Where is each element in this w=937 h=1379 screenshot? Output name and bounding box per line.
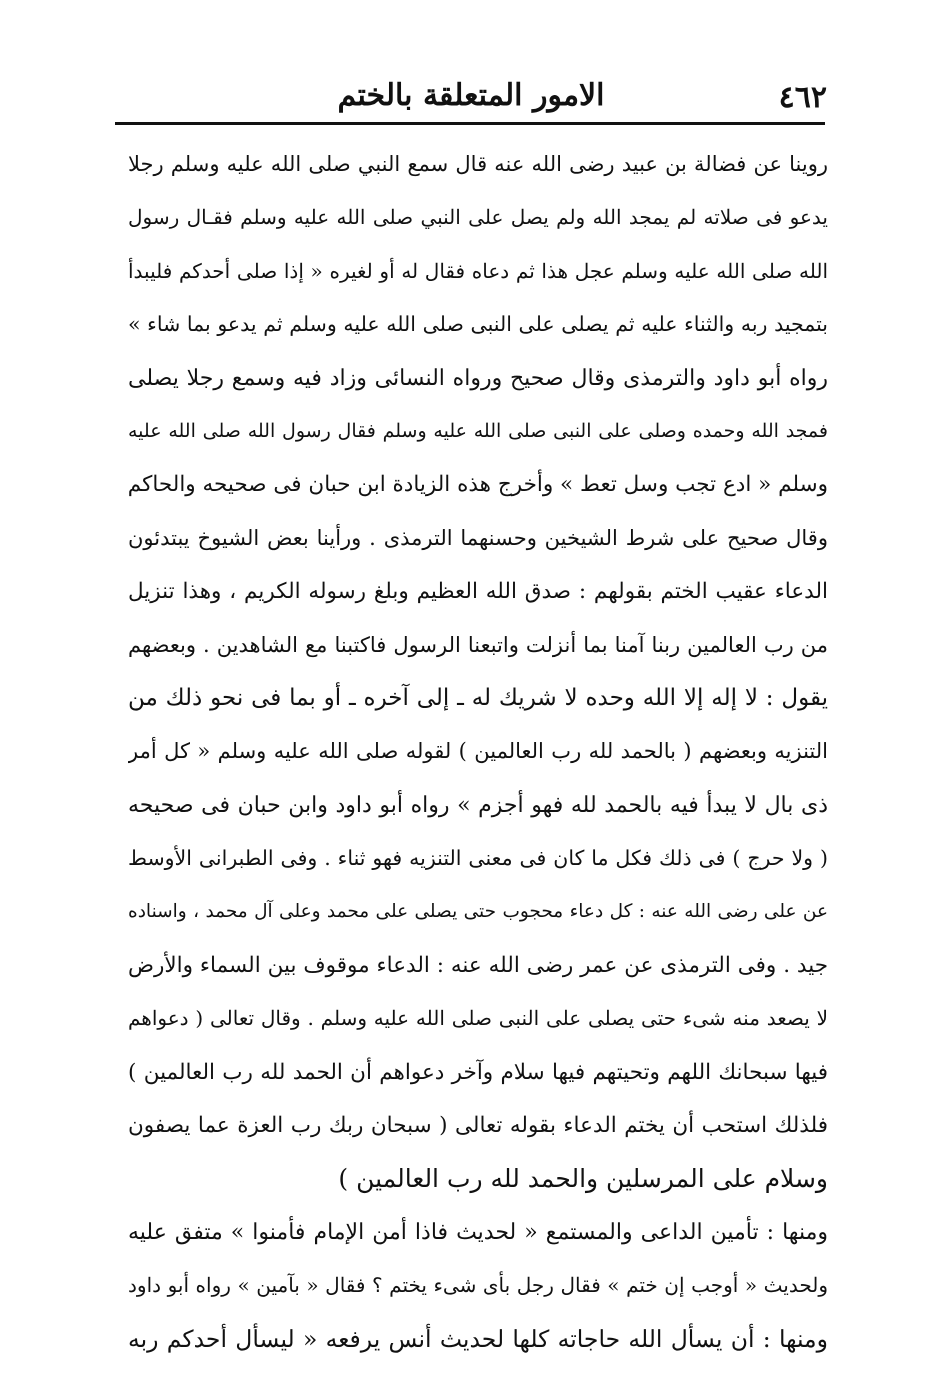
text-line: فيها سبحانك اللهم وتحيتهم فيها سلام وآخر دعواهم أن الحمد لله رب العالمين )	[128, 1059, 828, 1085]
text-line: جيد . وفى الترمذى عن عمر رضى الله عنه : الدعاء موقوف بين السماء والأرض	[128, 952, 828, 978]
page-header	[115, 74, 827, 122]
text-line: ذى بال لا يبدأ فيه بالحمد لله فهو أجزم » رواه أبو داود وابن حبان فى صحيحه	[128, 792, 828, 818]
text-line: ومنها : أن يسأل الله حاجاته كلها لحديث أنس يرفعه « ليسأل أحدكم ربه	[128, 1324, 828, 1353]
page-number: ٤٦٢	[778, 80, 827, 115]
text-line: بتمجيد ربه والثناء عليه ثم يصلى على النبى صلى الله عليه وسلم ثم يدعو بما شاء »	[128, 312, 828, 337]
text-line: يقول : لا إله إلا الله وحده لا شريك له ـ إلى آخره ـ أو بما فى نحو ذلك من	[128, 684, 828, 711]
text-line: من رب العالمين ربنا آمنا بما أنزلت واتبعنا الرسول فاكتبنا مع الشاهدين . وبعضهم	[128, 632, 828, 657]
text-line: الدعاء عقيب الختم بقولهم : صدق الله العظيم وبلغ رسوله الكريم ، وهذا تنزيل	[128, 579, 828, 605]
body-text	[128, 138, 828, 1366]
text-line: وسلم « ادع تجب وسل تعط » وأخرج هذه الزيادة ابن حبان فى صحيحه والحاكم	[128, 472, 828, 498]
text-line: يدعو فى صلاته لم يمجد الله ولم يصل على النبي صلى الله عليه وسلم فقـال رسول	[128, 205, 828, 230]
text-line: وقال صحيح على شرط الشيخين وحسنهما الترمذى . ورأينا بعض الشيوخ يبتدئون	[128, 525, 828, 550]
text-line: ( ولا حرج ) فى ذلك فكل ما كان فى معنى التنزيه فهو ثناء . وفى الطبرانى الأوسط	[128, 846, 828, 871]
text-line: لا يصعد منه شىء حتى يصلى على النبى صلى الله عليه وسلم . وقال تعالى ( دعواهم	[128, 1006, 828, 1031]
text-line: روينا عن فضالة بن عبيد رضى الله عنه قال سمع النبي صلى الله عليه وسلم رجلا	[128, 152, 828, 176]
header-rule	[115, 122, 825, 125]
text-line: ومنها : تأمين الداعى والمستمع « لحديث فاذا أمن الإمام فأمنوا » متفق عليه	[128, 1219, 828, 1245]
running-title: الامور المتعلقة بالختم	[337, 78, 605, 113]
text-line: وسلام على المرسلين والحمد لله رب العالمين )	[338, 1164, 828, 1194]
text-line: التنزيه وبعضهم ( بالحمد لله رب العالمين ) لقوله صلى الله عليه وسلم « كل أمر	[128, 739, 828, 764]
text-line: ولحديث « أوجب إن ختم » فقال رجل بأى شىء يختم ؟ فقال « بآمين » رواه أبو داود	[128, 1273, 828, 1298]
text-line: رواه أبو داود والترمذى وقال صحيح ورواه النسائى وزاد فيه وسمع رجلا يصلى	[128, 365, 828, 391]
text-line: فلذلك استحب أن يختم الدعاء بقوله تعالى ( سبحان ربك رب العزة عما يصفون	[128, 1113, 828, 1139]
text-line: عن على رضى الله عنه : كل دعاء محجوب حتى يصلى على محمد وعلى آل محمد ، واسناده	[128, 901, 828, 923]
text-line: الله صلى الله عليه وسلم عجل هذا ثم دعاه فقال له أو لغيره « إذا صلى أحدكم فليبدأ	[128, 258, 828, 283]
text-line: فمجد الله وحمده وصلى على النبى صلى الله عليه وسلم فقال رسول الله صلى الله عليه	[128, 419, 828, 442]
